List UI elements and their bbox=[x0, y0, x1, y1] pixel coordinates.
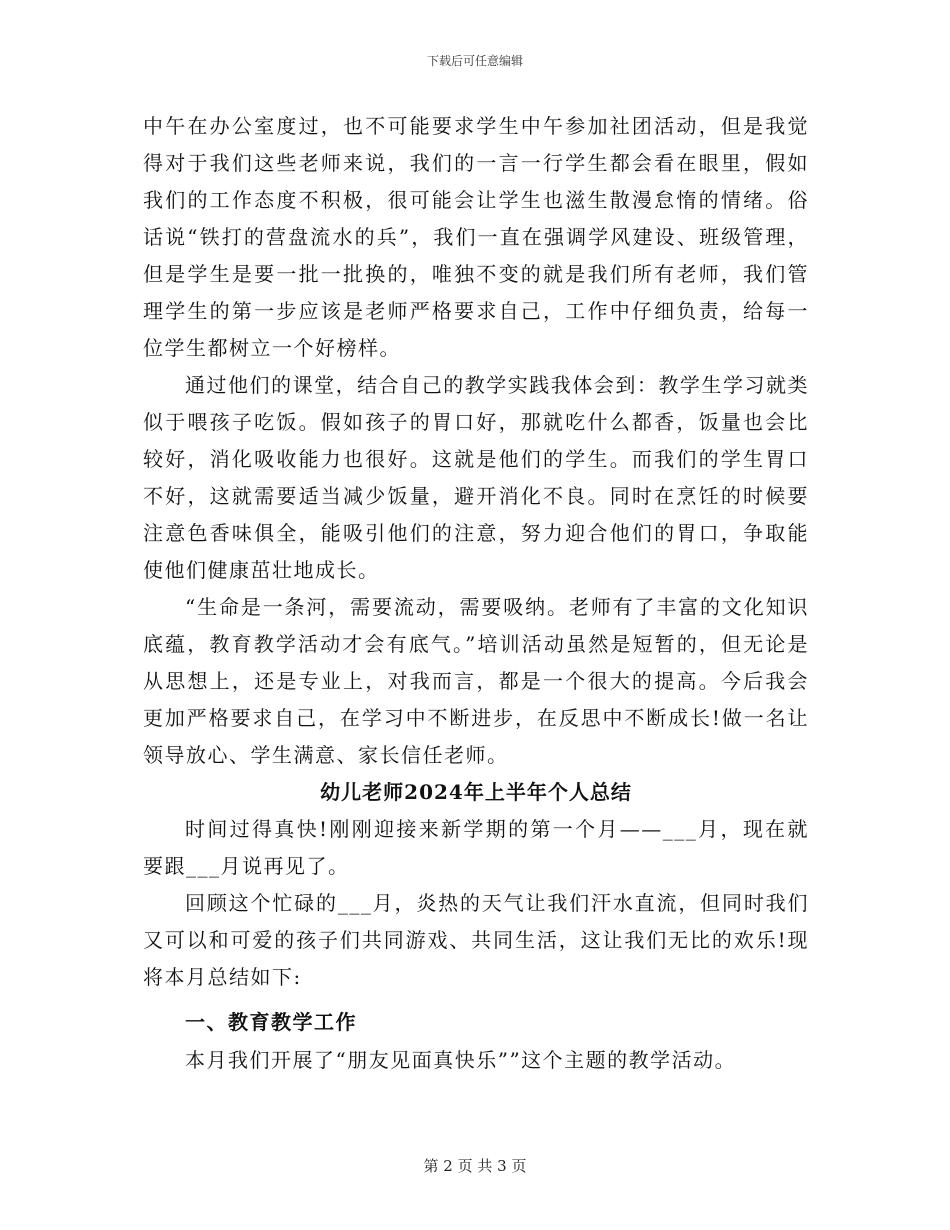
document-title: 幼儿老师2024年上半年个人总结 bbox=[320, 780, 632, 804]
paragraph-1: 中午在办公室度过，也不可能要求学生中午参加社团活动，但是我觉得对于我们这些老师来说，我们的一言一行学生都会看在眼里，假如我们的工作态度不积极，很可能会让学生也滋生散漫怠惰的情绪。俗话说“铁打的营盘流水的兵”，我们一直在强调学风建设、班级管理，但是学生是要一批一批换的，唯独不变的就是我们所有老师，我们管理学生的第一步应该是老师严格要求自己，工作中仔细负责，给每一位学生都树立一个好榜样。 bbox=[143, 114, 809, 360]
document-body bbox=[143, 108, 809, 1079]
paragraph-4: 时间过得真快!刚刚迎接来新学期的第一个月——___月，现在就要跟___月说再见了。 bbox=[143, 817, 809, 878]
page-footer: 第 2 页 共 3 页 bbox=[423, 1157, 527, 1175]
paragraph-3: “生命是一条河，需要流动，需要吸纳。老师有了丰富的文化知识底蕴，教育教学活动才会有底气。”培训活动虽然是短暂的，但无论是从思想上，还是专业上，对我而言，都是一个很大的提高。今后我会更加严格要求自己，在学习中不断进步，在反思中不断成长!做一名让领导放心、学生满意、家长信任老师。 bbox=[143, 595, 809, 767]
paragraph-6: 本月我们开展了“朋友见面真快乐””这个主题的教学活动。 bbox=[185, 1048, 737, 1072]
section-heading-1: 一、教育教学工作 bbox=[185, 1010, 357, 1034]
page-header: 下载后可任意编辑 bbox=[426, 54, 523, 68]
paragraph-2: 通过他们的课堂，结合自己的教学实践我体会到：教学生学习就类似于喂孩子吃饭。假如孩子的胃口好，那就吃什么都香，饭量也会比较好，消化吸收能力也很好。这就是他们的学生。而我们的学生胃口不好，这就需要适当减少饭量，避开消化不良。同时在烹饪的时候要注意色香味俱全，能吸引他们的注意，努力迎合他们的胃口，争取能使他们健康茁壮地成长。 bbox=[143, 373, 809, 582]
paragraph-5: 回顾这个忙碌的___月，炎热的天气让我们汗水直流，但同时我们又可以和可爱的孩子们共同游戏、共同生活，这让我们无比的欢乐!现将本月总结如下: bbox=[143, 891, 809, 989]
